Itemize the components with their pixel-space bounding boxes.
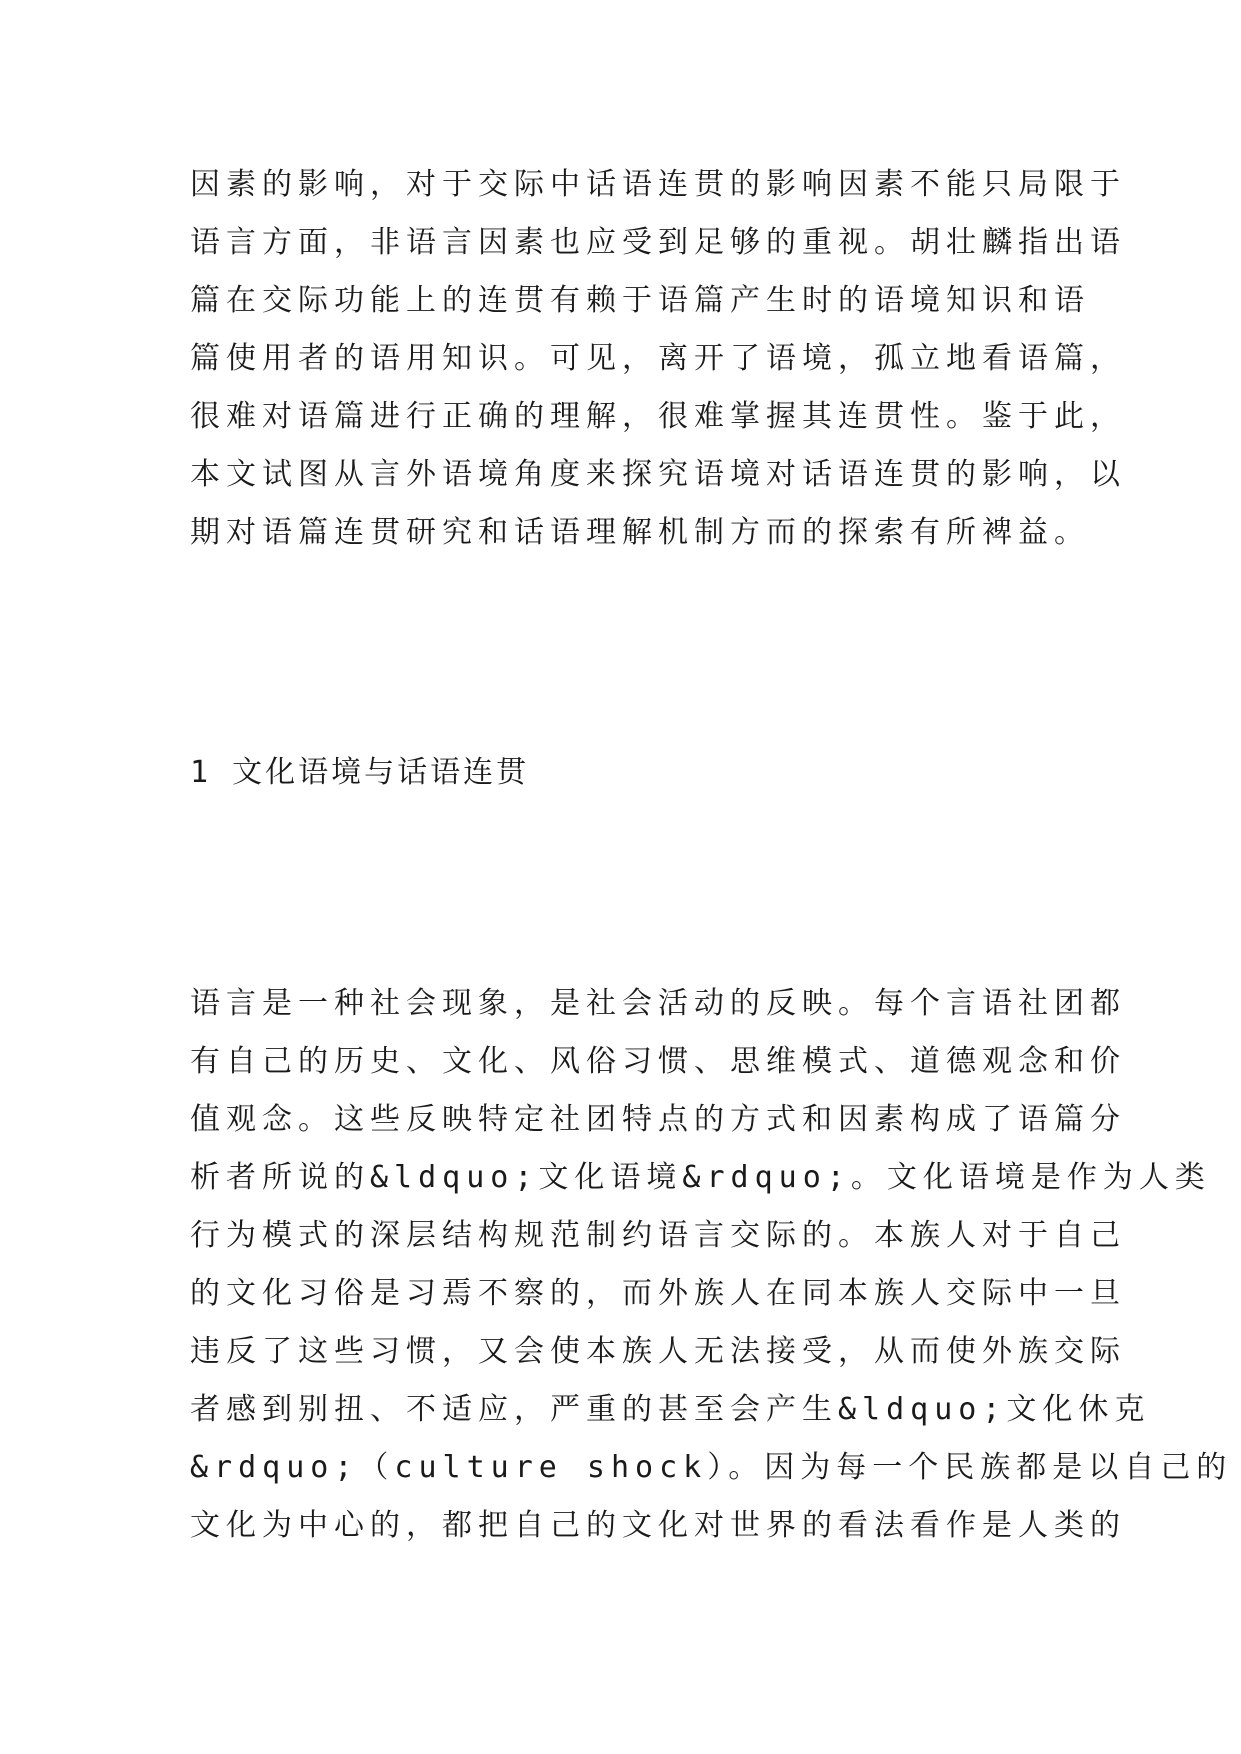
intro-paragraph xyxy=(190,156,1126,562)
paragraph-line: 期对语篇连贯研究和话语理解机制方而的探索有所裨益。 xyxy=(190,515,1090,550)
paragraph-line: 行为模式的深层结构规范制约语言交际的。本族人对于自己 xyxy=(190,1218,1126,1253)
paragraph-line: 析者所说的&ldquo;文化语境&rdquo;。文化语境是作为人类 xyxy=(190,1160,1211,1195)
paragraph-line: 文化为中心的，都把自己的文化对世界的看法看作是人类的 xyxy=(190,1508,1126,1543)
paragraph-line: 语言方面，非语言因素也应受到足够的重视。胡壮麟指出语 xyxy=(190,225,1126,260)
paragraph-line: 篇使用者的语用知识。可见，离开了语境，孤立地看语篇， xyxy=(190,341,1126,376)
paragraph-line: 语言是一种社会现象，是社会活动的反映。每个言语社团都 xyxy=(190,986,1126,1021)
paragraph-line: 的文化习俗是习焉不察的，而外族人在同本族人交际中一旦 xyxy=(190,1276,1126,1311)
paragraph-line: 篇在交际功能上的连贯有赖于语篇产生时的语境知识和语 xyxy=(190,283,1090,318)
paragraph-line: 有自己的历史、文化、风俗习惯、思维模式、道德观念和价 xyxy=(190,1044,1126,1079)
paragraph-line: 违反了这些习惯，又会使本族人无法接受，从而使外族交际 xyxy=(190,1334,1126,1369)
paragraph-line: 因素的影响，对于交际中话语连贯的影响因素不能只局限于 xyxy=(190,167,1126,202)
paragraph-line: 者感到别扭、不适应，严重的甚至会产生&ldquo;文化休克 xyxy=(190,1392,1151,1427)
paragraph-line: 本文试图从言外语境角度来探究语境对话语连贯的影响，以 xyxy=(190,457,1126,492)
paragraph-line: 值观念。这些反映特定社团特点的方式和因素构成了语篇分 xyxy=(190,1102,1126,1137)
paragraph-line: &rdquo;（culture shock）。因为每一个民族都是以自己的 xyxy=(190,1450,1233,1485)
section-heading-text: 1 文化语境与话语连贯 xyxy=(190,755,530,790)
body-paragraph xyxy=(190,975,1233,1555)
paragraph-line: 很难对语篇进行正确的理解，很难掌握其连贯性。鉴于此， xyxy=(190,399,1126,434)
section-heading xyxy=(190,744,1070,802)
